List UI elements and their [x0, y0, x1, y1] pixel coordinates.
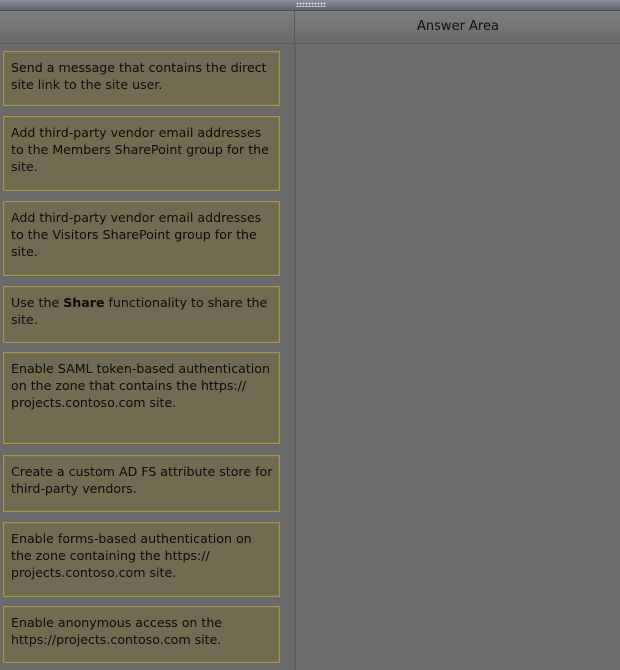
option-send-direct-link[interactable] — [3, 51, 280, 106]
option-text: Send a message that contains the direct site link to the site user. — [11, 60, 267, 92]
option-text: Create a custom AD FS attribute store for third-party vendors. — [11, 464, 273, 496]
option-text-bold: Share — [63, 295, 105, 310]
option-anonymous-access[interactable] — [3, 606, 280, 663]
option-text: Enable SAML token-based authentication on the zone that contains the https:// projects.contoso.com site. — [11, 361, 270, 410]
option-text: Enable forms-based authentication on the zone containing the https:// projects.contoso.com site. — [11, 531, 252, 580]
options-pane — [0, 44, 296, 670]
option-text: Add third-party vendor email addresses to the Visitors SharePoint group for the site. — [11, 210, 262, 259]
option-forms-auth[interactable] — [3, 522, 280, 597]
option-share-functionality[interactable] — [3, 286, 280, 343]
option-members-group[interactable] — [3, 116, 280, 191]
option-visitors-group[interactable] — [3, 201, 280, 276]
option-saml-auth[interactable] — [3, 352, 280, 444]
top-resize-bar[interactable] — [0, 0, 620, 11]
answer-area-drop-zone[interactable] — [296, 44, 620, 670]
option-text-post: functionality to share the site. — [11, 295, 268, 327]
option-text-pre: Use the — [11, 295, 64, 310]
resize-grip-icon[interactable] — [296, 2, 326, 7]
header-row — [0, 11, 620, 44]
options-header — [0, 11, 295, 43]
option-text: Enable anonymous access on the https://projects.contoso.com site. — [11, 615, 223, 647]
option-text: Add third-party vendor email addresses to the Members SharePoint group for the site. — [11, 125, 269, 174]
option-adfs-attribute-store[interactable] — [3, 455, 280, 512]
answer-area-title: Answer Area — [417, 19, 499, 34]
